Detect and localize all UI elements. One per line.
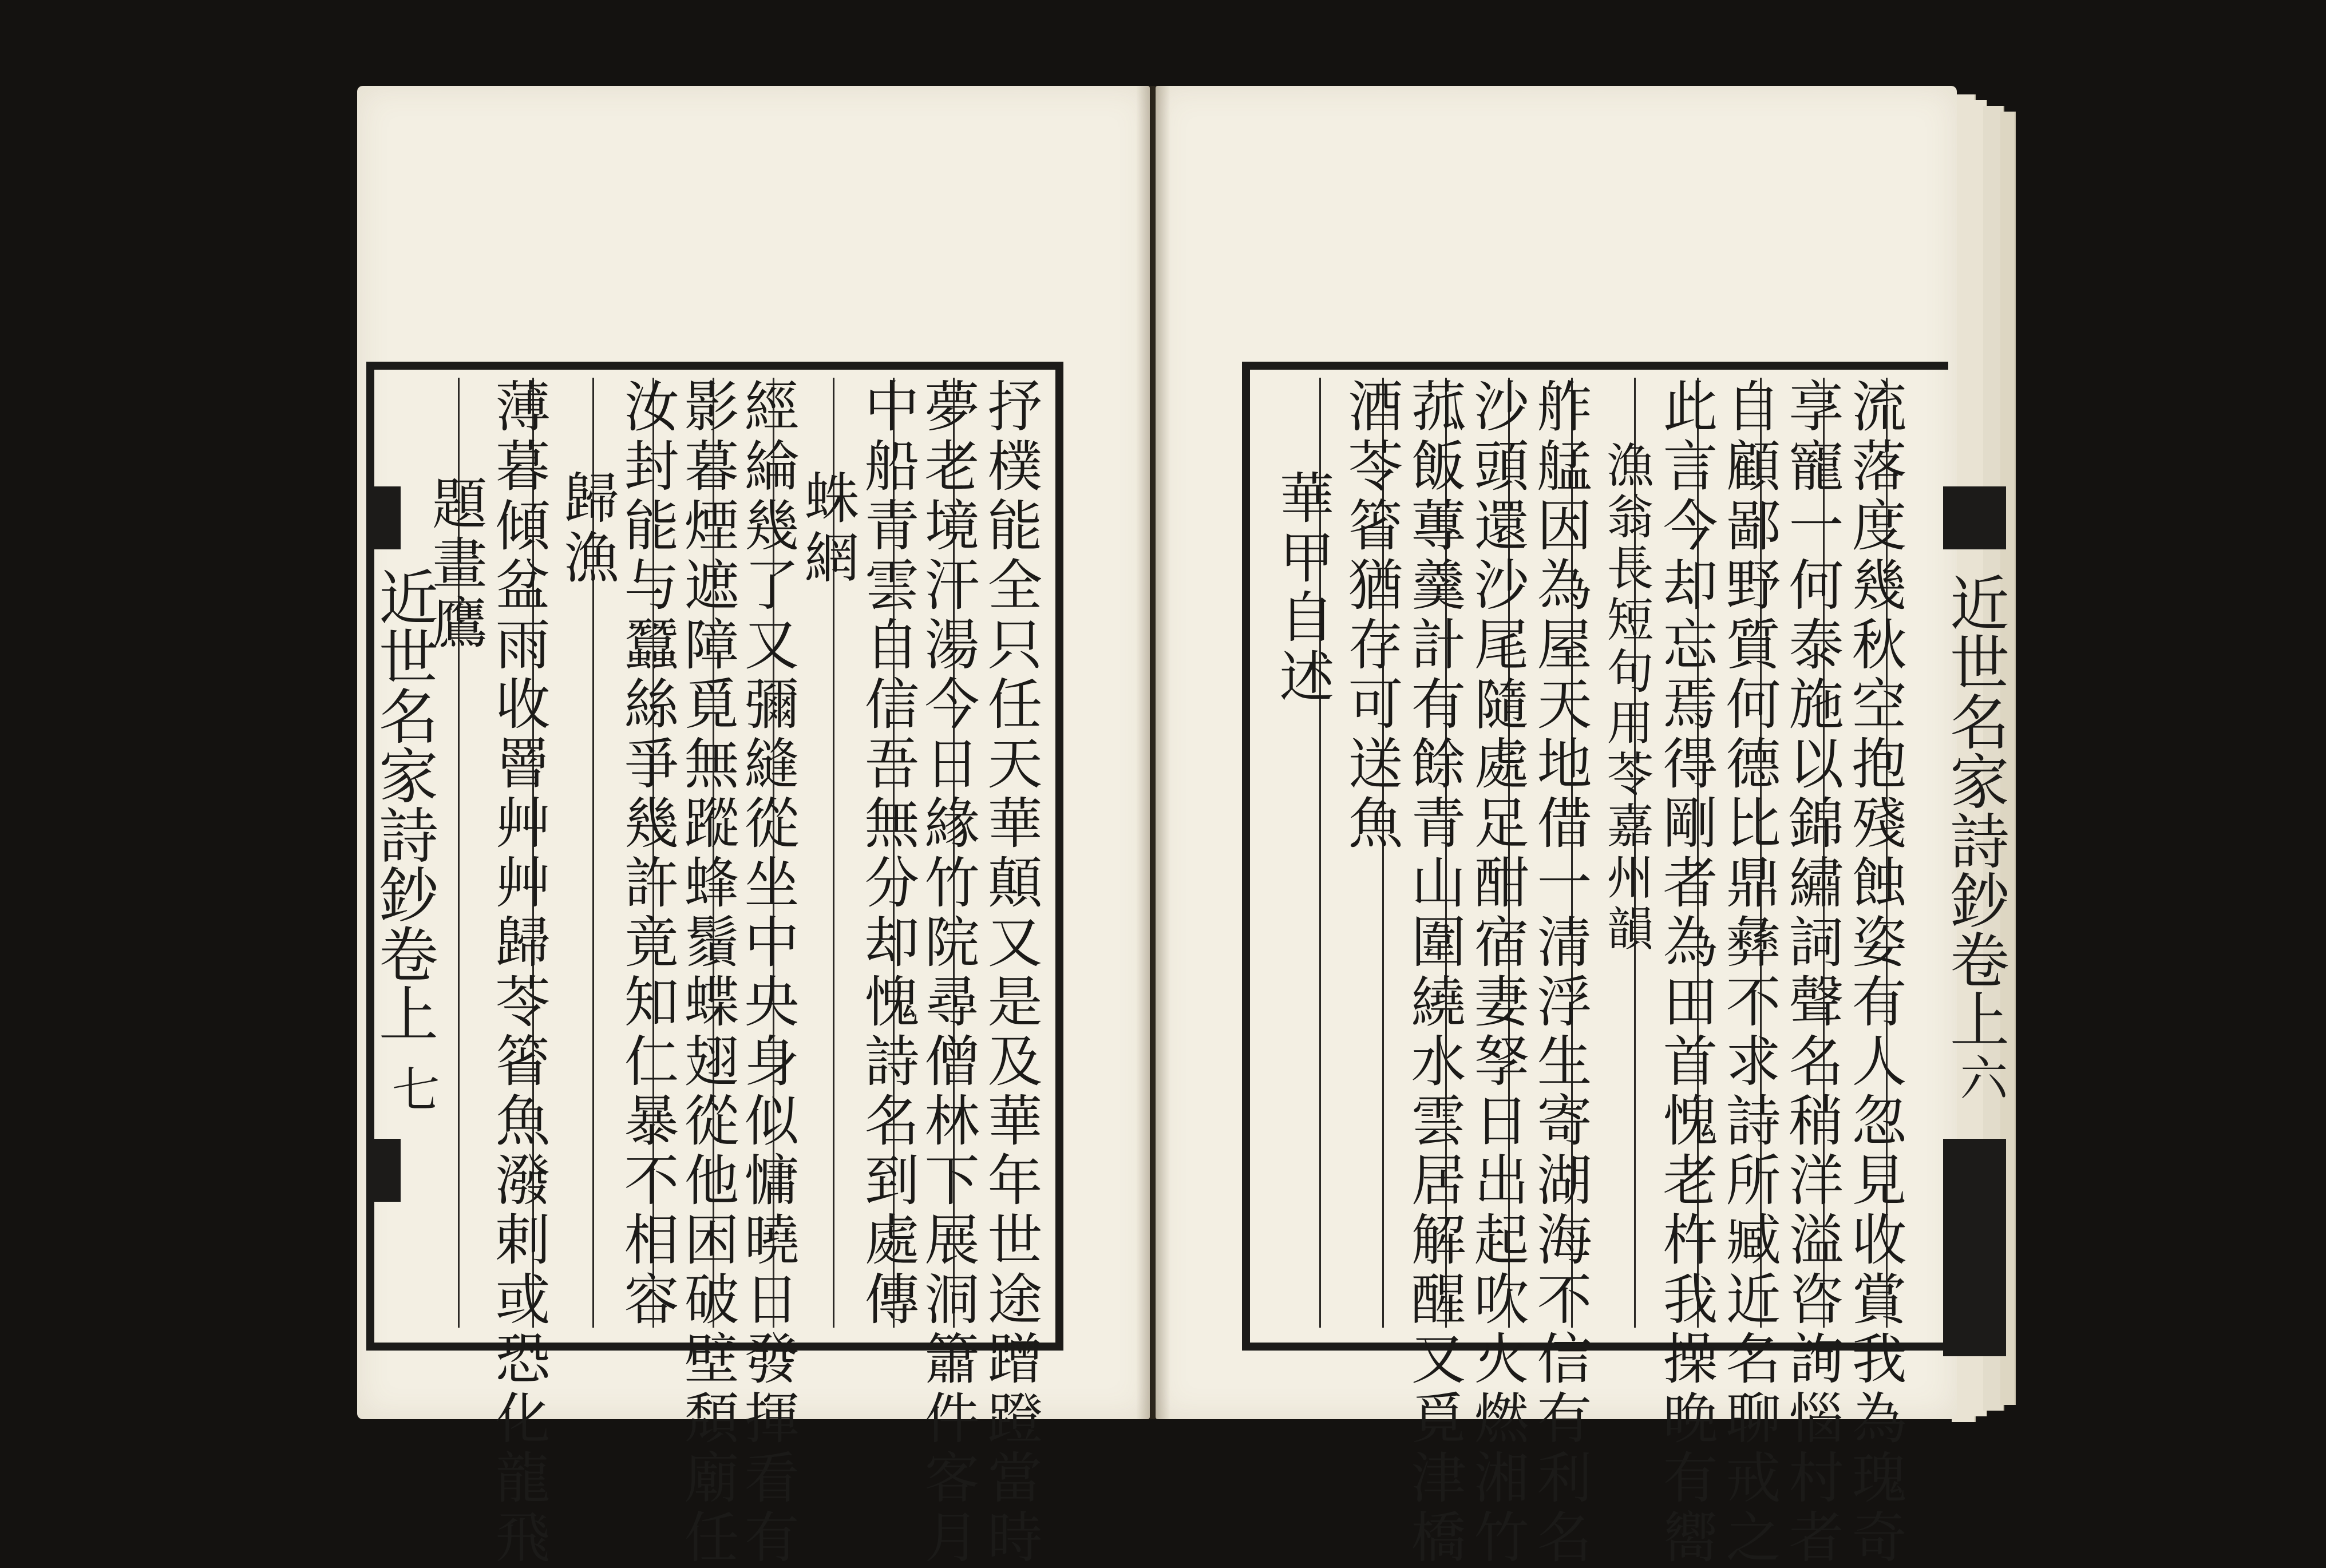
leaf-number-right: 六 [1952, 1053, 2008, 1101]
fishtail-mark [1943, 486, 2006, 549]
text-column: 沙頭還沙尾隨處足酣宿妻孥日出起吹火燃湘竹 [1465, 378, 1529, 1568]
poem-title: 華甲自述 [1271, 469, 1335, 707]
poem-title: 歸漁 [555, 469, 619, 588]
text-column: 汝封能与蠶絲爭幾許竟知仁暴不相容 [615, 378, 679, 1330]
text-column: 自顧鄙野質何德比鼎彝不求詩所臧近名聊戒之 [1717, 378, 1781, 1568]
text-column: 流落度幾秋空抱殘蝕姿有人忽見收賞我為瑰奇 [1843, 378, 1907, 1568]
fishtail-mark [366, 486, 401, 549]
text-column: 夢老境汗湯今日緣竹院尋僧林下展洞簫件客月 [916, 378, 980, 1568]
text-column: 薄暮傾盆雨收罾艸艸歸苓箵魚潑剌或恐化龍飛 [486, 378, 551, 1568]
text-column: 經綸幾了又彌縫從坐中央身似慵曉日發揮看有 [735, 378, 800, 1568]
poem-title: 題畫鷹 [424, 475, 488, 654]
running-title: 近世名家詩鈔卷上 [369, 567, 438, 1043]
text-column: 享寵一何泰施以錦繡詞聲名稍洋溢咨詢惱村者 [1780, 378, 1844, 1568]
text-column: 此言今却忘焉得剛者為田首愧老杵我操晚有嚮 [1654, 378, 1718, 1568]
text-column: 抒樸能全只任天華顛又是及華年世途蹭蹬當時 [979, 378, 1043, 1568]
gutter-shadow [1136, 86, 1170, 1419]
poem-title: 漁翁長短句用苓嘉州韻 [1599, 441, 1653, 956]
running-title-right: 近世名家詩鈔卷上 [1940, 572, 2009, 1048]
text-column: 影暮煙遮障覓無蹤蜂鬚蝶翅從他困破壁頽廟任 [675, 378, 739, 1568]
leaf-number: 七 [384, 1064, 440, 1112]
text-column: 酒苓箵猶存可送魚 [1339, 378, 1403, 854]
text-column: 菰飯蓴羹計有餘青山圍繞水雲居解醒又覓津橋 [1402, 378, 1466, 1568]
text-column: 中船青雲自信吾無分却愧詩名到處傳 [856, 378, 920, 1330]
poem-title: 蛛網 [796, 469, 860, 588]
text-column: 舴艋因為屋天地借一清浮生寄湖海不信有利名 [1528, 378, 1592, 1568]
fishtail-mark [1943, 1139, 2006, 1356]
fishtail-mark [366, 1139, 401, 1202]
